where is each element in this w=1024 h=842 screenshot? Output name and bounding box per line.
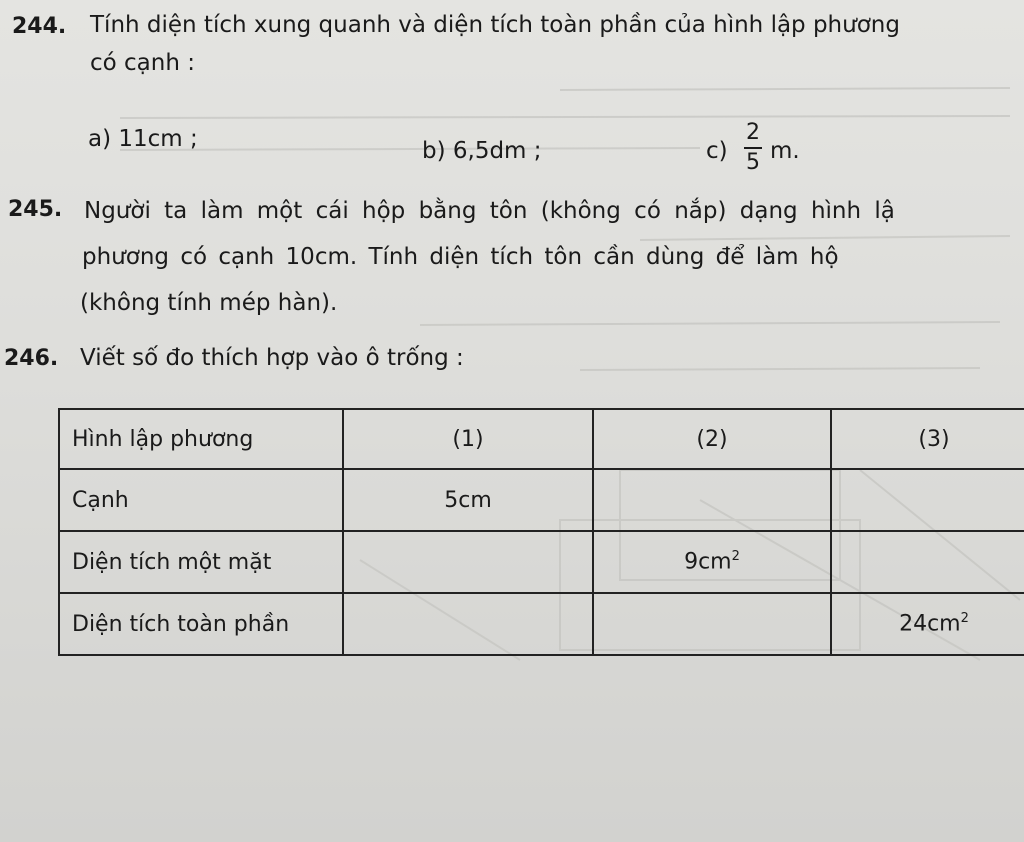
- header-cell-cube: Hình lập phương: [59, 409, 343, 469]
- problem-244-option-c-unit: m.: [770, 138, 800, 164]
- cell-face-area-2: [593, 531, 831, 593]
- cell-face-area-1[interactable]: [343, 531, 593, 593]
- row-label-face-area: Diện tích một mặt: [59, 531, 343, 593]
- cell-face-area-3[interactable]: [831, 531, 1024, 593]
- total-area-exponent: 2: [960, 611, 969, 627]
- table-row-face-area: [59, 531, 1024, 593]
- header-cell-3: (3): [831, 409, 1024, 469]
- problem-246-text: Viết số đo thích hợp vào ô trống :: [80, 345, 464, 371]
- fraction-two-fifths: [744, 121, 762, 175]
- problem-244-line2: có cạnh :: [90, 50, 195, 76]
- problem-244-option-b: b) 6,5dm ;: [422, 138, 542, 164]
- problem-number-246: 246.: [4, 346, 59, 371]
- fraction-numerator: 2: [746, 120, 760, 145]
- problem-number-245: 245.: [8, 197, 63, 222]
- cell-edge-2[interactable]: [593, 469, 831, 531]
- table-header-row: [59, 409, 1024, 469]
- cell-total-area-3: [831, 593, 1024, 655]
- problem-245-line2: phương có cạnh 10cm. Tính diện tích tôn cần dùng để làm hộ: [82, 244, 839, 270]
- problem-244-option-c-label: c): [706, 138, 728, 164]
- row-label-edge: Cạnh: [59, 469, 343, 531]
- cell-edge-1: 5cm: [343, 469, 593, 531]
- fraction-denominator: 5: [746, 150, 760, 175]
- problem-number-244: 244.: [12, 14, 67, 39]
- problem-245-line3: (không tính mép hàn).: [80, 290, 338, 316]
- cube-measurements-table: [58, 408, 1024, 656]
- row-label-total-area: Diện tích toàn phần: [59, 593, 343, 655]
- cell-total-area-2[interactable]: [593, 593, 831, 655]
- problem-245-line1: Người ta làm một cái hộp bằng tôn (không có nắp) dạng hình lậ: [84, 198, 895, 224]
- face-area-exponent: 2: [731, 549, 740, 565]
- table-row-total-area: [59, 593, 1024, 655]
- cell-total-area-1[interactable]: [343, 593, 593, 655]
- header-cell-2: (2): [593, 409, 831, 469]
- problem-244-option-a: a) 11cm ;: [88, 126, 198, 152]
- face-area-value: 9cm: [684, 549, 732, 575]
- cell-edge-3[interactable]: [831, 469, 1024, 531]
- fraction-bar: [744, 147, 762, 149]
- problem-244-line1: Tính diện tích xung quanh và diện tích toàn phần của hình lập phương: [90, 12, 900, 38]
- table-row-edge: [59, 469, 1024, 531]
- header-cell-1: (1): [343, 409, 593, 469]
- total-area-value: 24cm: [899, 611, 961, 637]
